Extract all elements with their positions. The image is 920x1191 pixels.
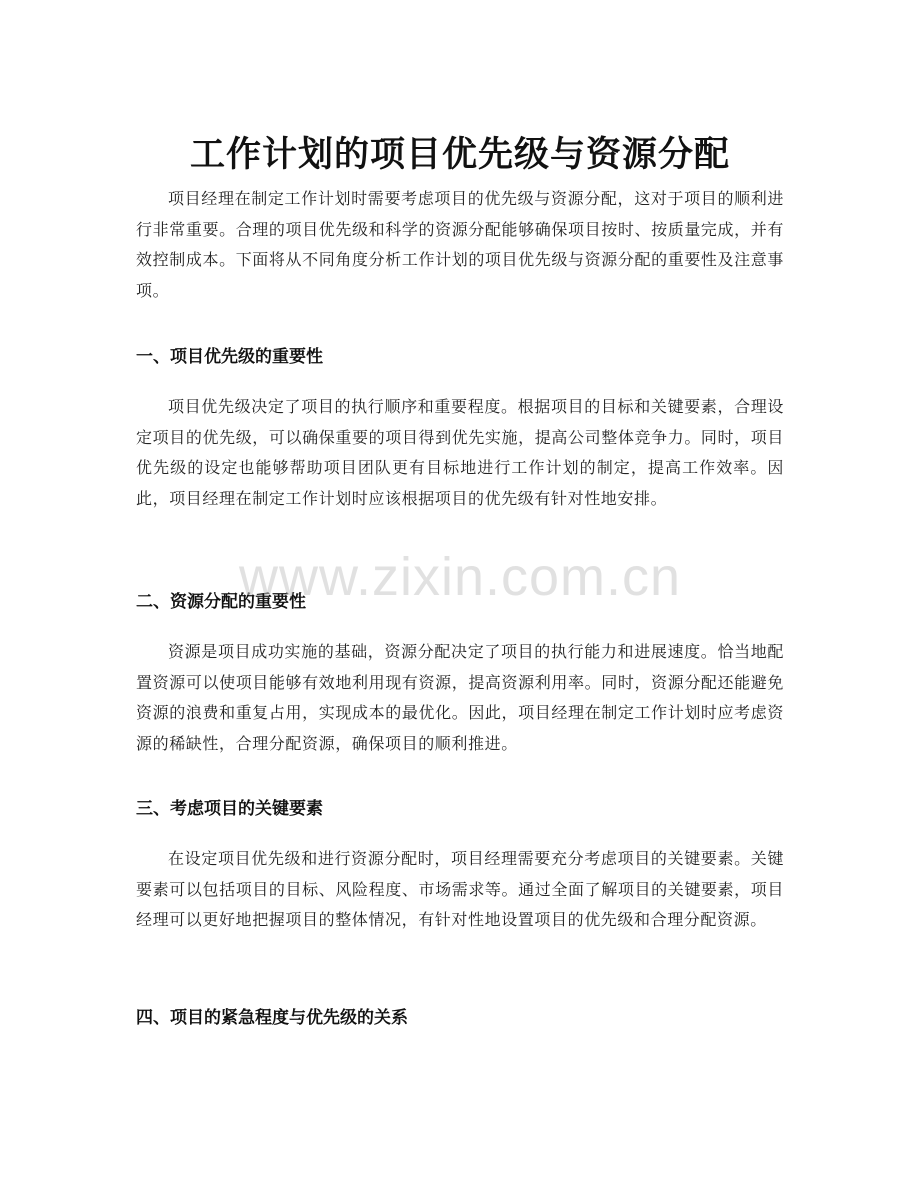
intro-paragraph: 项目经理在制定工作计划时需要考虑项目的优先级与资源分配，这对于项目的顺利进行非常重要。合理的项目优先级和科学的资源分配能够确保项目按时、按质量完成，并有效控制成本。下面将从不同角度分析工作计划的项目优先级与资源分配的重要性及注意事项。: [136, 189, 784, 300]
document-title: 工作计划的项目优先级与资源分配: [189, 135, 730, 176]
section-heading-3: 三、考虑项目的关键要素: [136, 799, 323, 819]
section-body-1: 项目优先级决定了项目的执行顺序和重要程度。根据项目的目标和关键要素，合理设定项目的优先级，可以确保重要的项目得到优先实施，提高公司整体竞争力。同时，项目优先级的设定也能够帮助项目团队更有目标地进行工作计划的制定，提高工作效率。因此，项目经理在制定工作计划时应该根据项目的优先级有针对性地安排。: [136, 397, 784, 508]
section-heading-1: 一、项目优先级的重要性: [136, 347, 323, 367]
section-body-3: 在设定项目优先级和进行资源分配时，项目经理需要充分考虑项目的关键要素。关键要素可以包括项目的目标、风险程度、市场需求等。通过全面了解项目的关键要素，项目经理可以更好地把握项目的整体情况，有针对性地设置项目的优先级和合理分配资源。: [136, 849, 784, 929]
section-heading-4: 四、项目的紧急程度与优先级的关系: [136, 1008, 408, 1028]
section-body-2: 资源是项目成功实施的基础，资源分配决定了项目的执行能力和进展速度。恰当地配置资源可以使项目能够有效地利用现有资源，提高资源利用率。同时，资源分配还能避免资源的浪费和重复占用，实现成本的最优化。因此，项目经理在制定工作计划时应考虑资源的稀缺性，合理分配资源，确保项目的顺利推进。: [136, 642, 784, 753]
section-heading-2: 二、资源分配的重要性: [136, 592, 306, 612]
watermark: www.zixin.com.cn: [238, 547, 682, 607]
